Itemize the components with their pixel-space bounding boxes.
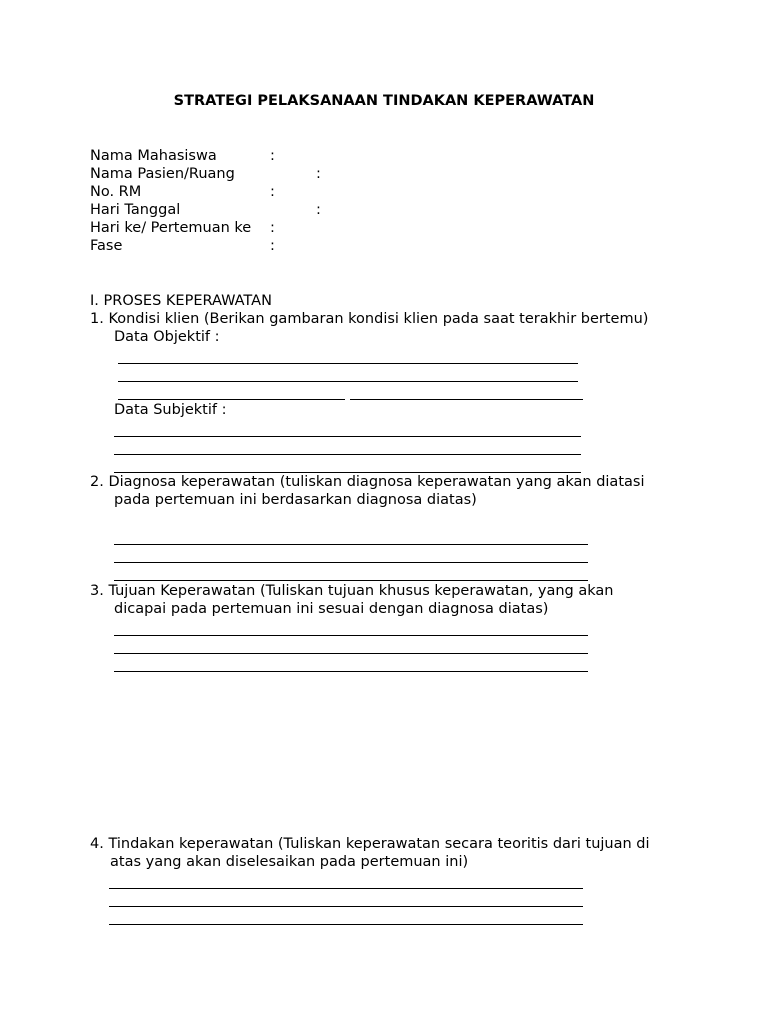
field-colon: :: [270, 220, 275, 236]
item-4-line-1: 4. Tindakan keperawatan (Tuliskan keperawatan secara teoritis dari tujuan di: [90, 836, 650, 852]
field-label-nama-pasien: Nama Pasien/Ruang: [90, 166, 235, 182]
answer-line: [118, 381, 578, 382]
document-title: STRATEGI PELAKSANAAN TINDAKAN KEPERAWATAN: [173, 93, 595, 109]
item-2-line-2: pada pertemuan ini berdasarkan diagnosa diatas): [114, 492, 477, 508]
answer-line: [114, 544, 588, 545]
answer-line: [118, 363, 578, 364]
data-subjektif-label: Data Subjektif :: [114, 402, 227, 418]
answer-line: [118, 399, 345, 400]
answer-line: [114, 454, 581, 455]
answer-line: [350, 399, 583, 400]
item-3-line-1: 3. Tujuan Keperawatan (Tuliskan tujuan khusus keperawatan, yang akan: [90, 583, 614, 599]
field-label-no-rm: No. RM: [90, 184, 142, 200]
field-colon: :: [270, 148, 275, 164]
answer-line: [114, 580, 588, 581]
field-colon: :: [270, 238, 275, 254]
answer-line: [114, 635, 588, 636]
answer-line: [114, 671, 588, 672]
answer-line: [109, 906, 583, 907]
section-heading: I. PROSES KEPERAWATAN: [90, 293, 272, 309]
answer-line: [109, 888, 583, 889]
item-4-line-2: atas yang akan diselesaikan pada pertemuan ini): [110, 854, 469, 870]
field-label-fase: Fase: [90, 238, 123, 254]
item-2-line-1: 2. Diagnosa keperawatan (tuliskan diagnosa keperawatan yang akan diatasi: [90, 474, 645, 490]
answer-line: [114, 436, 581, 437]
field-label-nama-mahasiswa: Nama Mahasiswa: [90, 148, 217, 164]
answer-line: [114, 562, 588, 563]
answer-line: [114, 653, 588, 654]
item-1-text: 1. Kondisi klien (Berikan gambaran kondisi klien pada saat terakhir bertemu): [90, 311, 649, 327]
item-3-line-2: dicapai pada pertemuan ini sesuai dengan diagnosa diatas): [114, 601, 549, 617]
field-label-pertemuan: Hari ke/ Pertemuan ke: [90, 220, 252, 236]
field-label-hari-tanggal: Hari Tanggal: [90, 202, 181, 218]
field-colon: :: [316, 166, 321, 182]
data-objektif-label: Data Objektif :: [114, 329, 220, 345]
field-colon: :: [316, 202, 321, 218]
answer-line: [109, 924, 583, 925]
field-colon: :: [270, 184, 275, 200]
